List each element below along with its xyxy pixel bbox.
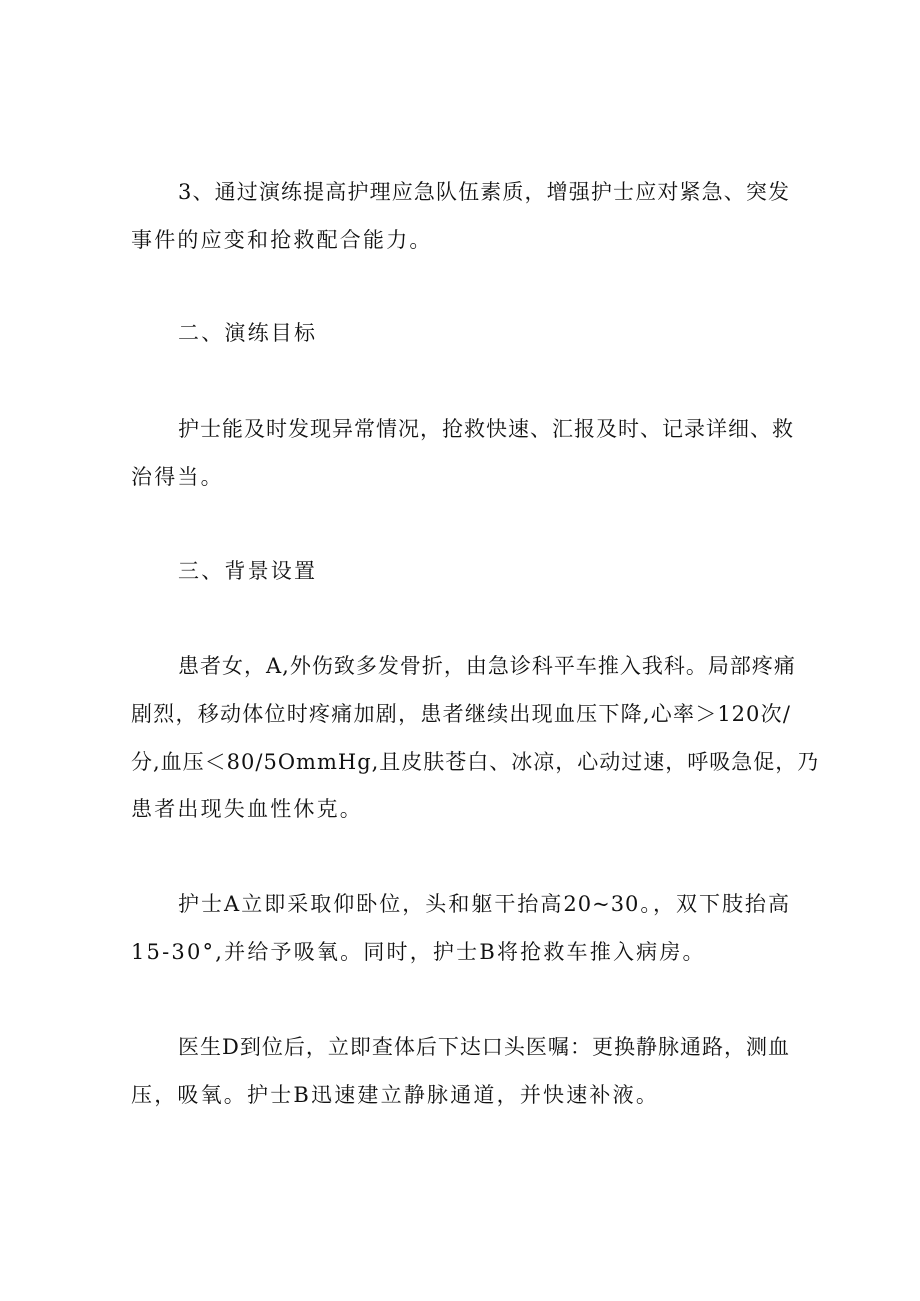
paragraph-1-line-1: 3、通过演练提高护理应急队伍素质，增强护士应对紧急、突发 [178,180,790,204]
paragraph-4-line-2: 15-30°,并给予吸氧。同时，护士B将抢救车推入病房。 [131,940,706,964]
paragraph-4-line-1: 护士A立即采取仰卧位，头和躯干抬高20~30。，双下肢抬高 [178,892,790,916]
paragraph-5-line-1: 医生D到位后，立即查体后下达口头医嘱：更换静脉通路，测血 [178,1035,790,1059]
paragraph-2-line-2: 治得当。 [131,465,224,489]
paragraph-3-line-4: 患者出现失血性休克。 [131,797,363,821]
paragraph-5-line-2: 压，吸氧。护士B迅速建立静脉通道，并快速补液。 [131,1083,660,1107]
paragraph-3-line-1: 患者女，A,外伤致多发骨折，由急诊科平车推入我科。局部疼痛 [178,654,796,678]
paragraph-2-line-1: 护士能及时发现异常情况，抢救快速、汇报及时、记录详细、救 [178,417,794,441]
paragraph-3-line-2: 剧烈，移动体位时疼痛加剧，患者继续出现血压下降,心率＞120次/ [131,702,791,726]
paragraph-1-line-2: 事件的应变和抢救配合能力。 [131,228,433,252]
paragraph-3-line-3: 分,血压＜80/5OmmHg,且皮肤苍白、冰凉，心动过速，呼吸急促，乃 [131,750,820,774]
section-heading-2: 二、演练目标 [178,321,318,345]
section-heading-3: 三、背景设置 [178,559,318,583]
